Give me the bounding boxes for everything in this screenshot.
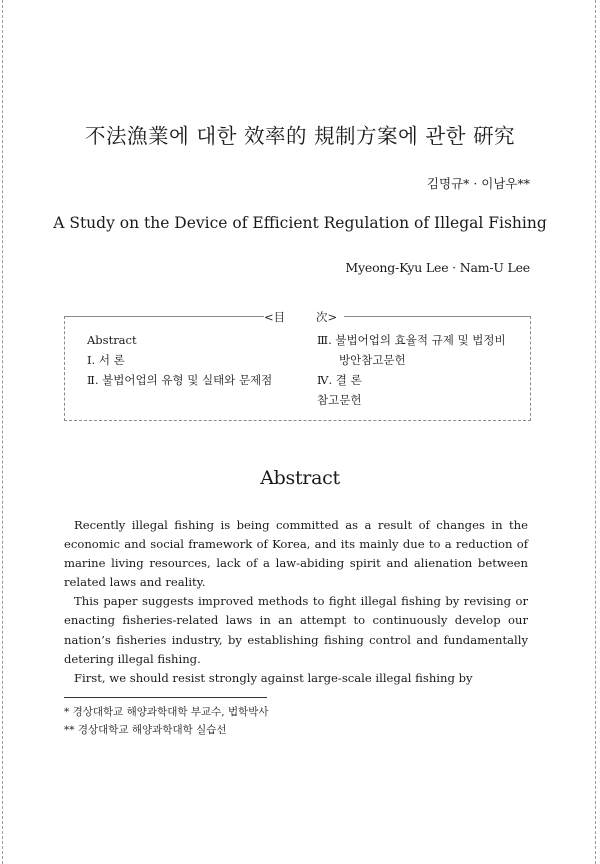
toc-item-regulation-continued: 방안참고문헌 xyxy=(339,353,406,367)
abstract-paragraph: Recently illegal fishing is being committed as a result of changes in the economic and social framework of Korea, and its mainly due to a reduction of marine living resources, lack of a law-abiding spirit and alienation between related laws and reality. xyxy=(64,518,528,590)
footnote-author-2: ** 경상대학교 해양과학대학 실습선 xyxy=(64,724,227,736)
toc-heading-right: 次> xyxy=(316,310,338,324)
toc-item-references: 참고문헌 xyxy=(317,393,362,407)
abstract-heading: Abstract xyxy=(260,467,340,489)
footnotes xyxy=(64,703,269,739)
footnote-rule xyxy=(64,697,267,698)
english-title: A Study on the Device of Efficient Regulation of Illegal Fishing xyxy=(53,214,547,232)
toc-item-types-and-problems: Ⅱ. 불법어업의 유형 및 실태와 문제점 xyxy=(87,373,273,387)
toc-item-abstract: Abstract xyxy=(87,333,137,347)
toc-left-column xyxy=(87,330,272,390)
toc-item-conclusion: Ⅳ. 결 론 xyxy=(317,373,362,387)
toc-right-column xyxy=(317,330,506,410)
toc-heading-left: <目 xyxy=(264,310,286,324)
toc-item-introduction: Ⅰ. 서 론 xyxy=(87,353,125,367)
abstract-paragraph: This paper suggests improved methods to fight illegal fishing by revising or enacting fisheries-related laws in an attempt to continuously develop our nation’s fisheries industry, by establishing fishing control and fundamentally detering illegal fishing. xyxy=(64,594,528,666)
footnote-author-1: * 경상대학교 해양과학대학 부교수, 법학박사 xyxy=(64,706,269,718)
toc-top-rule-right xyxy=(344,316,530,317)
korean-title: 不法漁業에 대한 效率的 規制方案에 관한 硏究 xyxy=(85,124,515,148)
korean-authors: 김명규* · 이남우** xyxy=(426,176,530,191)
abstract-body xyxy=(64,516,528,688)
toc-top-rule-left xyxy=(64,316,264,317)
english-authors: Myeong-Kyu Lee · Nam-U Lee xyxy=(345,260,530,275)
abstract-paragraph: First, we should resist strongly against large-scale illegal fishing by xyxy=(74,670,473,685)
toc-item-regulation: Ⅲ. 불법어업의 효율적 규제 및 법정비 xyxy=(317,333,506,347)
